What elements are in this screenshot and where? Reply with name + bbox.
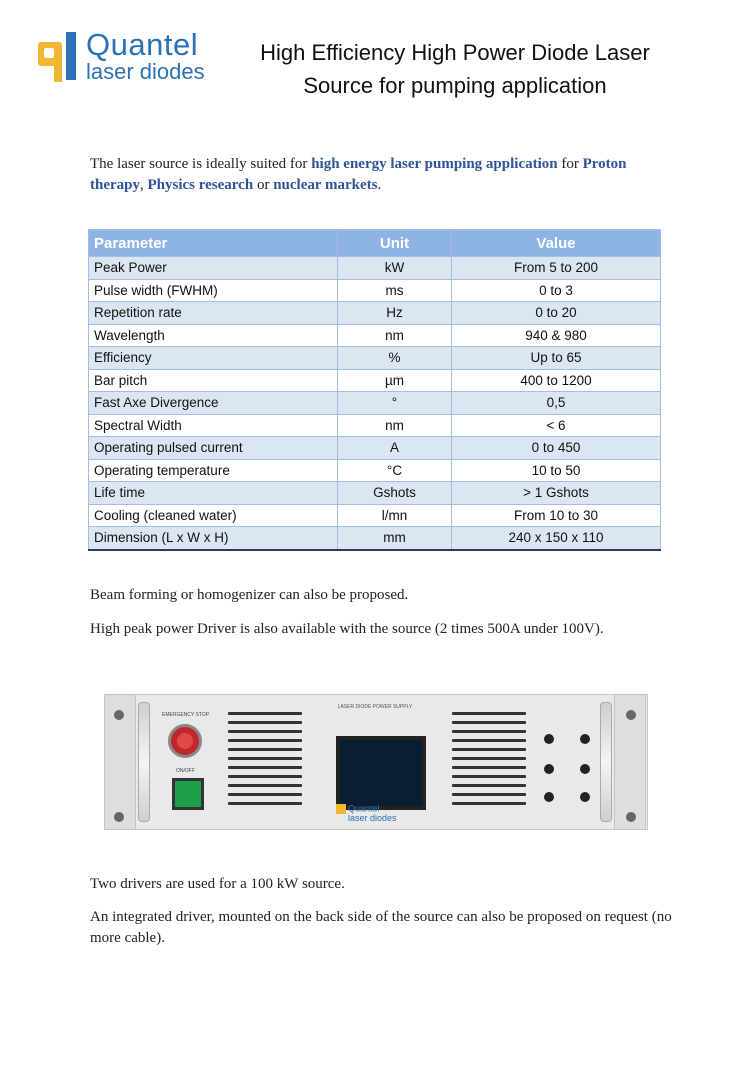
power-switch-icon [172, 778, 204, 810]
panel-logo [336, 804, 397, 822]
estop-label: EMERGENCY STOP [162, 712, 210, 718]
parameter-cell: Dimension (L x W x H) [89, 527, 338, 550]
parameter-cell: Operating temperature [89, 459, 338, 482]
specs-table [88, 229, 661, 551]
intro-highlight: high energy laser pumping application [311, 156, 558, 172]
value-cell: 940 & 980 [452, 324, 661, 347]
unit-cell: Gshots [338, 482, 452, 505]
table-row [89, 437, 661, 460]
table-row [89, 257, 661, 280]
quantel-logo-icon [38, 30, 78, 82]
value-cell: < 6 [452, 414, 661, 437]
unit-cell: nm [338, 414, 452, 437]
unit-cell: µm [338, 369, 452, 392]
unit-cell: ms [338, 279, 452, 302]
parameter-cell: Pulse width (FWHM) [89, 279, 338, 302]
quantel-logo [38, 27, 228, 86]
beam-forming-paragraph: Beam forming or homogenizer can also be proposed. [90, 587, 409, 603]
table-row [89, 459, 661, 482]
intro-text: or [253, 177, 274, 193]
intro-highlight: Proton therapy [90, 156, 627, 193]
parameter-cell: Wavelength [89, 324, 338, 347]
unit-cell: % [338, 347, 452, 370]
table-header-row [89, 230, 661, 257]
intro-highlight: nuclear markets [273, 177, 378, 193]
intro-text: . [377, 177, 382, 193]
value-cell: 240 x 150 x 110 [452, 527, 661, 550]
unit-cell: Hz [338, 302, 452, 325]
value-cell: 0 to 20 [452, 302, 661, 325]
table-row [89, 302, 661, 325]
value-cell: 400 to 1200 [452, 369, 661, 392]
driver-paragraph: High peak power Driver is also available with the source (2 times 500A under 100V). [90, 621, 604, 637]
value-cell: From 10 to 30 [452, 504, 661, 527]
panel-logo-brand: Quantel [348, 803, 380, 814]
unit-cell: l/mn [338, 504, 452, 527]
parameter-cell: Cooling (cleaned water) [89, 504, 338, 527]
unit-cell: A [338, 437, 452, 460]
value-cell: 10 to 50 [452, 459, 661, 482]
emergency-stop-icon [168, 724, 202, 758]
intro-text: , [140, 177, 148, 193]
parameter-cell: Bar pitch [89, 369, 338, 392]
logo-sub-text: laser diodes [86, 59, 205, 84]
table-row [89, 392, 661, 415]
value-cell: 0 to 450 [452, 437, 661, 460]
intro-text: for [557, 156, 583, 172]
intro-paragraph [90, 154, 680, 196]
unit-cell: nm [338, 324, 452, 347]
table-row [89, 324, 661, 347]
value-cell: > 1 Gshots [452, 482, 661, 505]
panel-label: LASER DIODE POWER SUPPLY [337, 704, 413, 710]
panel-logo-sub: laser diodes [348, 813, 397, 823]
parameter-cell: Life time [89, 482, 338, 505]
table-row [89, 279, 661, 302]
intro-text: The laser source is ideally suited for [90, 156, 312, 172]
title-line-1: High Efficiency High Power Diode Laser [260, 40, 650, 65]
logo-brand-text: Quantel [86, 27, 199, 62]
table-row [89, 369, 661, 392]
integrated-driver-paragraph: An integrated driver, mounted on the back side of the source can also be proposed on request (no more cable). [90, 909, 672, 946]
parameter-cell: Efficiency [89, 347, 338, 370]
value-cell: 0 to 3 [452, 279, 661, 302]
parameter-cell: Spectral Width [89, 414, 338, 437]
parameter-cell: Peak Power [89, 257, 338, 280]
value-cell: From 5 to 200 [452, 257, 661, 280]
column-header-value: Value [452, 230, 661, 257]
power-supply-photo [100, 688, 650, 836]
table-row [89, 347, 661, 370]
lcd-screen [336, 736, 426, 810]
table-row [89, 414, 661, 437]
parameter-cell: Fast Axe Divergence [89, 392, 338, 415]
value-cell: 0,5 [452, 392, 661, 415]
switch-label: ON/OFF [176, 768, 195, 774]
column-header-parameter: Parameter [89, 230, 338, 257]
parameter-cell: Operating pulsed current [89, 437, 338, 460]
table-row [89, 504, 661, 527]
two-drivers-paragraph: Two drivers are used for a 100 kW source. [90, 876, 345, 892]
page-title [240, 36, 670, 102]
unit-cell: mm [338, 527, 452, 550]
title-line-2: Source for pumping application [303, 73, 607, 98]
column-header-unit: Unit [338, 230, 452, 257]
table-row [89, 482, 661, 505]
unit-cell: ° [338, 392, 452, 415]
unit-cell: kW [338, 257, 452, 280]
table-row [89, 527, 661, 550]
unit-cell: °C [338, 459, 452, 482]
value-cell: Up to 65 [452, 347, 661, 370]
intro-highlight: Physics research [147, 177, 254, 193]
parameter-cell: Repetition rate [89, 302, 338, 325]
